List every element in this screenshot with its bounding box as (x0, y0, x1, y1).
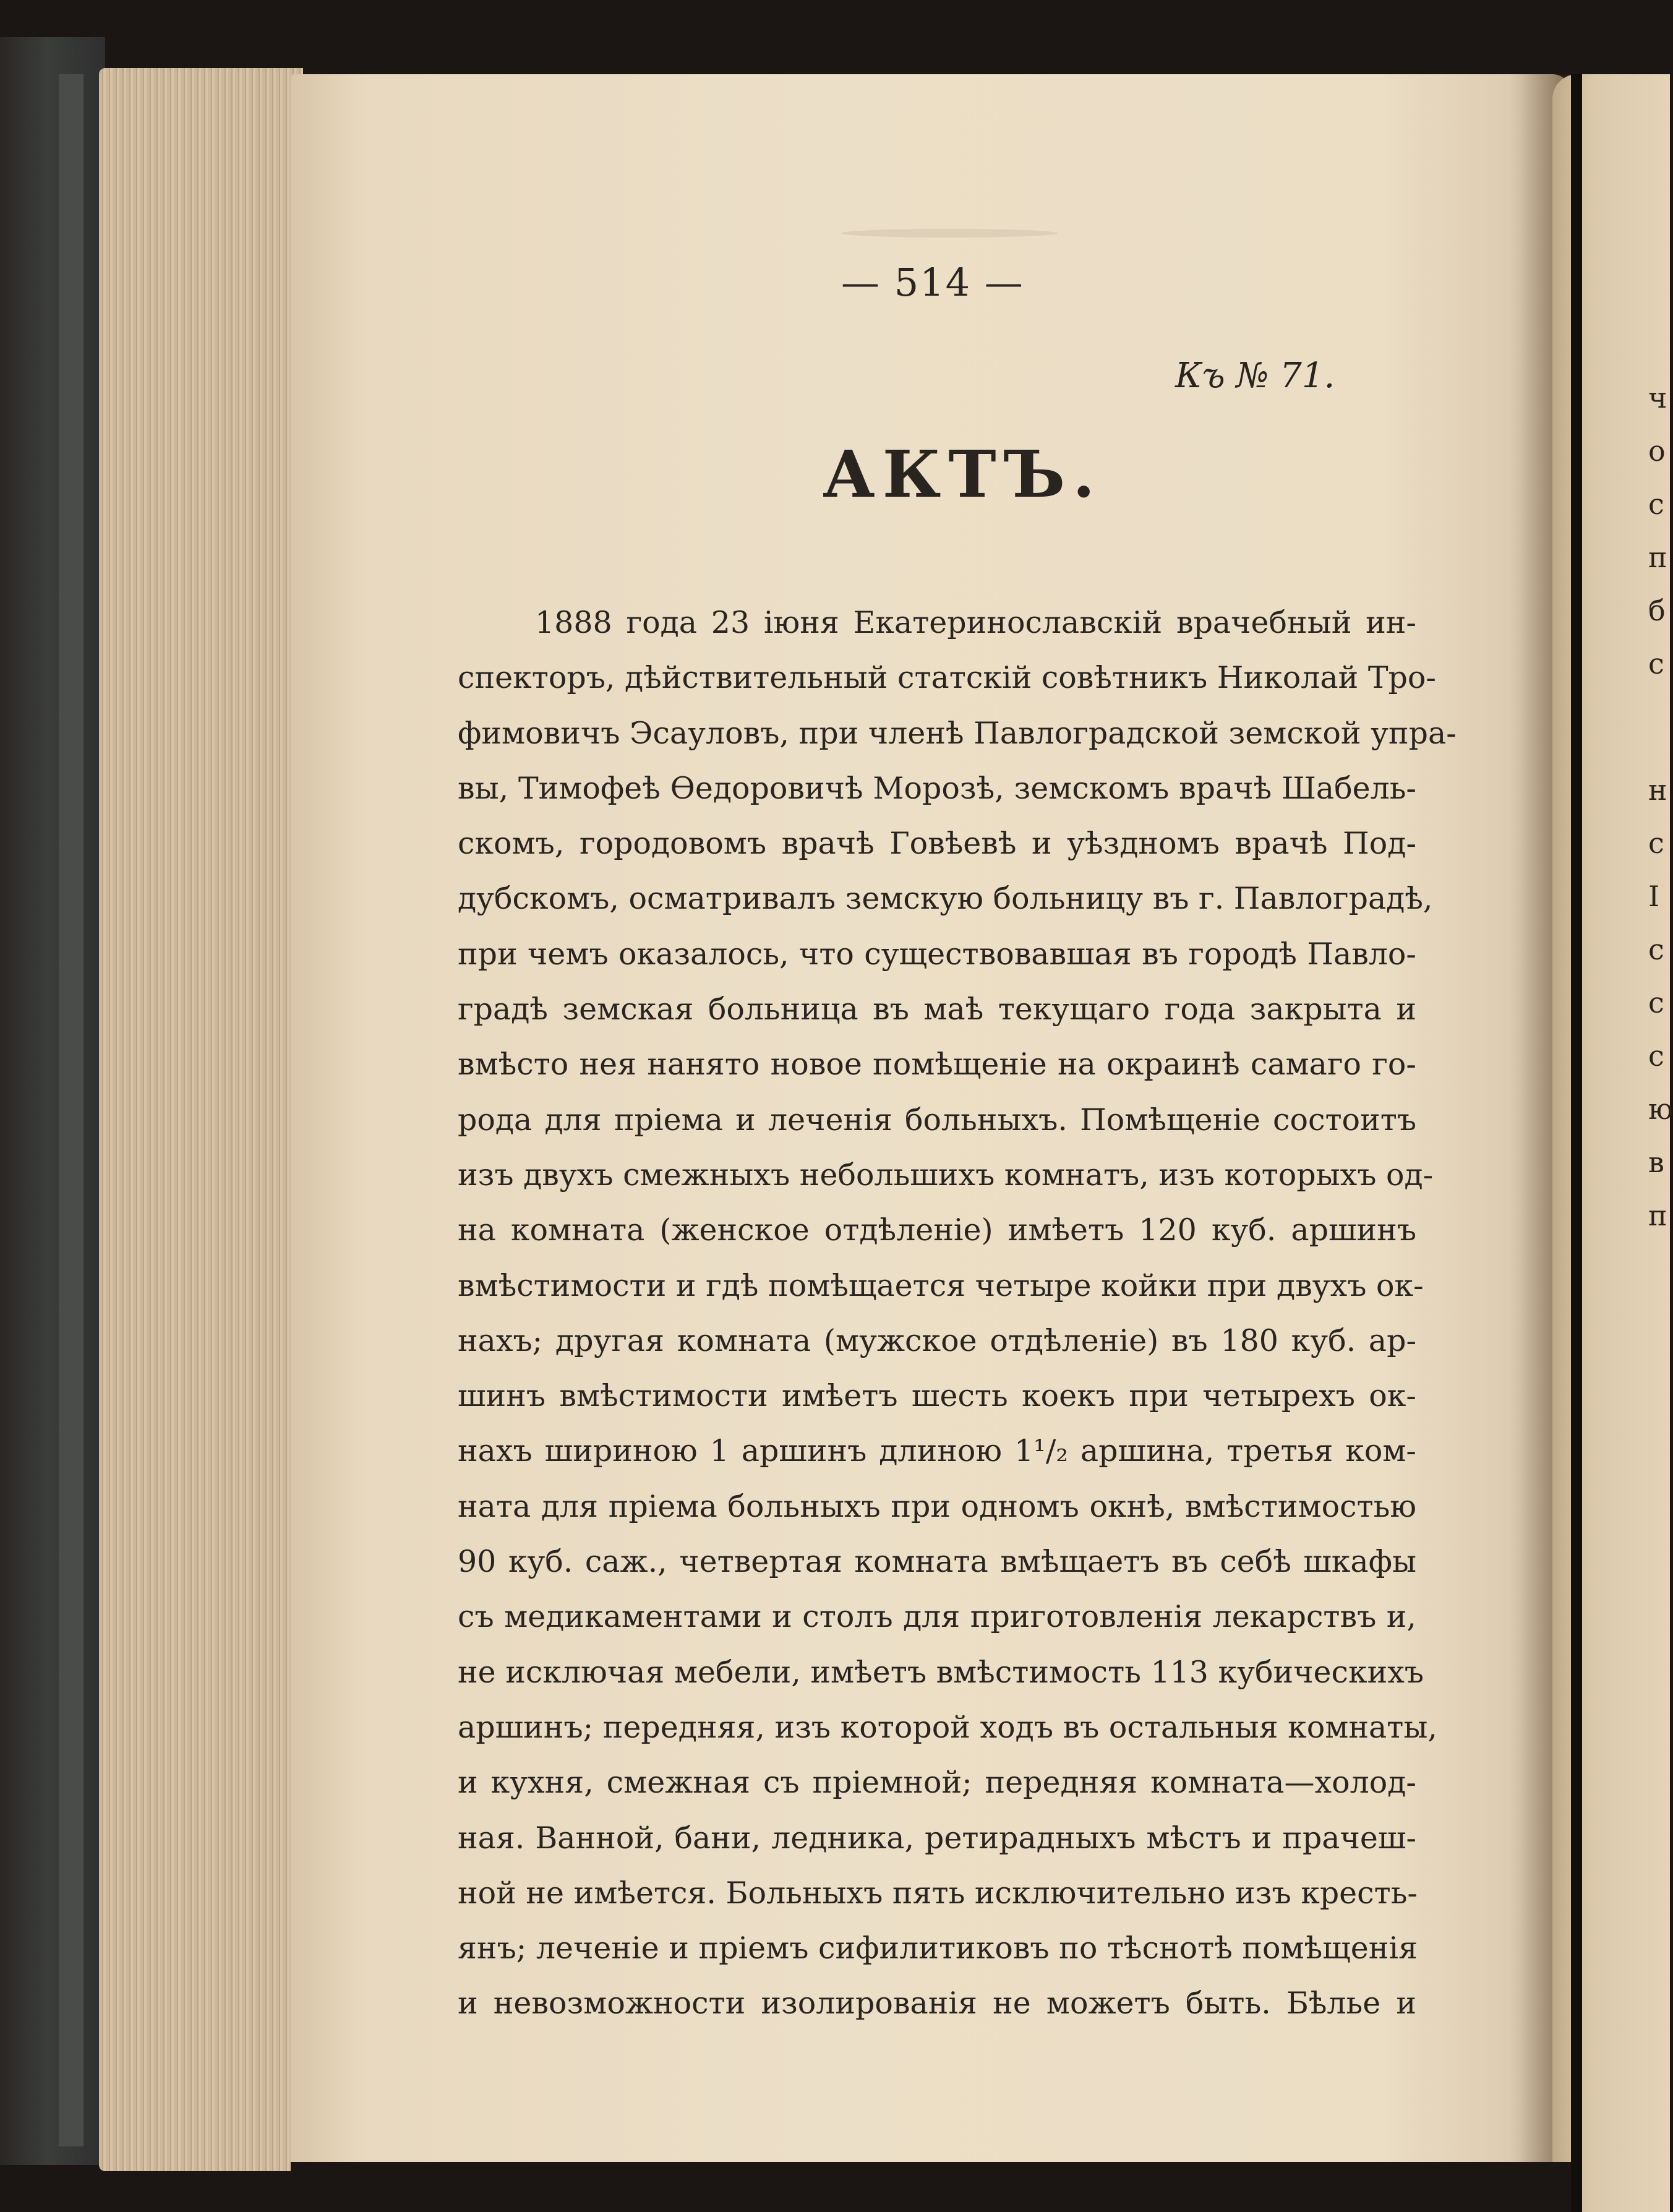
body-line: янъ; леченіе и пріемъ сифилитиковъ по тѣснотѣ помѣщенія (458, 1931, 1418, 1966)
body-line: ната для пріема больныхъ при одномъ окнѣ, вмѣстимостью (458, 1488, 1416, 1524)
facing-page-letter: с (1648, 986, 1664, 1019)
body-line: 1888 года 23 іюня Екатеринославскій врачебный ин- (535, 605, 1416, 640)
body-line: 90 куб. саж., четвертая комната вмѣщаетъ въ себѣ шкафы (458, 1544, 1416, 1580)
facing-page-letter: б (1648, 594, 1666, 627)
body-line: изъ двухъ смежныхъ небольшихъ комнатъ, изъ которыхъ од- (458, 1157, 1434, 1193)
body-line: нахъ шириною 1 аршинъ длиною 1¹/₂ аршина, третья ком- (458, 1433, 1416, 1469)
book-cover-left (0, 37, 105, 2165)
body-line: шинъ вмѣстимости имѣетъ шесть коекъ при четырехъ ок- (458, 1378, 1416, 1414)
book-cover-spine-strip (59, 74, 83, 2146)
body-line: вмѣстимости и гдѣ помѣщается четыре койки при двухъ ок- (458, 1267, 1424, 1303)
facing-page-letter: н (1648, 773, 1667, 807)
facing-page-letter: с (1648, 1039, 1664, 1073)
document-title: АКТЪ. (823, 436, 1103, 512)
bottom-shadow (291, 2162, 1571, 2212)
document-reference: Къ № 71. (1175, 356, 1335, 396)
facing-page-letter: п (1648, 1199, 1667, 1232)
body-line: рода для пріема и леченія больныхъ. Помѣщеніе состоитъ (458, 1102, 1416, 1138)
facing-page-letter: в (1648, 1146, 1664, 1179)
body-line: съ медикаментами и столъ для приготовленія лекарствъ и, (458, 1599, 1416, 1635)
facing-page-letter: ю (1648, 1092, 1673, 1126)
facing-page-letter: п (1648, 541, 1667, 574)
gutter (1571, 74, 1582, 2212)
body-line: вмѣсто нея нанято новое помѣщеніе на окраинѣ самаго го- (458, 1047, 1416, 1082)
page-number: — 514 — (841, 260, 1024, 305)
body-line: и кухня, смежная съ пріемной; передняя комната—холод- (458, 1765, 1416, 1801)
body-line: не исключая мебели, имѣетъ вмѣстимость 113 кубическихъ (458, 1654, 1424, 1690)
body-line: и невозможности изолированія не можетъ быть. Бѣлье и (458, 1986, 1416, 2021)
facing-page-letter: о (1648, 434, 1666, 468)
body-line: нахъ; другая комната (мужское отдѣленіе) въ 180 куб. ар- (458, 1322, 1416, 1358)
body-line: аршинъ; передняя, изъ которой ходъ въ остальныя комнаты, (458, 1709, 1437, 1745)
facing-page-letter: с (1648, 826, 1664, 860)
body-text (458, 595, 1457, 2031)
body-line: градѣ земская больница въ маѣ текущаго года закрыта и (458, 992, 1416, 1027)
facing-page-letter: ч (1648, 381, 1667, 414)
body-line: ная. Ванной, бани, ледника, ретирадныхъ мѣстъ и прачеш- (458, 1820, 1416, 1856)
facing-page-letter: с (1648, 487, 1664, 521)
body-line: вы, Тимофеѣ Ѳедоровичѣ Морозѣ, земскомъ врачѣ Шабель- (458, 770, 1416, 806)
body-line: при чемъ оказалось, что существовавшая въ городѣ Павло- (458, 936, 1416, 972)
body-line: спекторъ, дѣйствительный статскій совѣтникъ Николай Тро- (458, 660, 1436, 696)
body-line: на комната (женское отдѣленіе) имѣетъ 120 куб. аршинъ (458, 1212, 1416, 1248)
facing-page-letter: с (1648, 647, 1664, 680)
body-line: ной не имѣется. Больныхъ пять исключительно изъ кресть- (458, 1875, 1418, 1911)
body-line: дубскомъ, осматривалъ земскую больницу въ г. Павлоградѣ, (458, 881, 1433, 917)
body-line: фимовичъ Эсауловъ, при членѣ Павлоградской земской упра- (458, 715, 1457, 751)
body-line: скомъ, городовомъ врачѣ Говѣевѣ и уѣздномъ врачѣ Под- (458, 826, 1416, 862)
ink-smudge (841, 229, 1058, 238)
facing-page-text (1648, 371, 1673, 1242)
facing-page-letter: I (1648, 880, 1660, 913)
page-edges (99, 68, 303, 2171)
facing-page-letter: с (1648, 933, 1664, 966)
